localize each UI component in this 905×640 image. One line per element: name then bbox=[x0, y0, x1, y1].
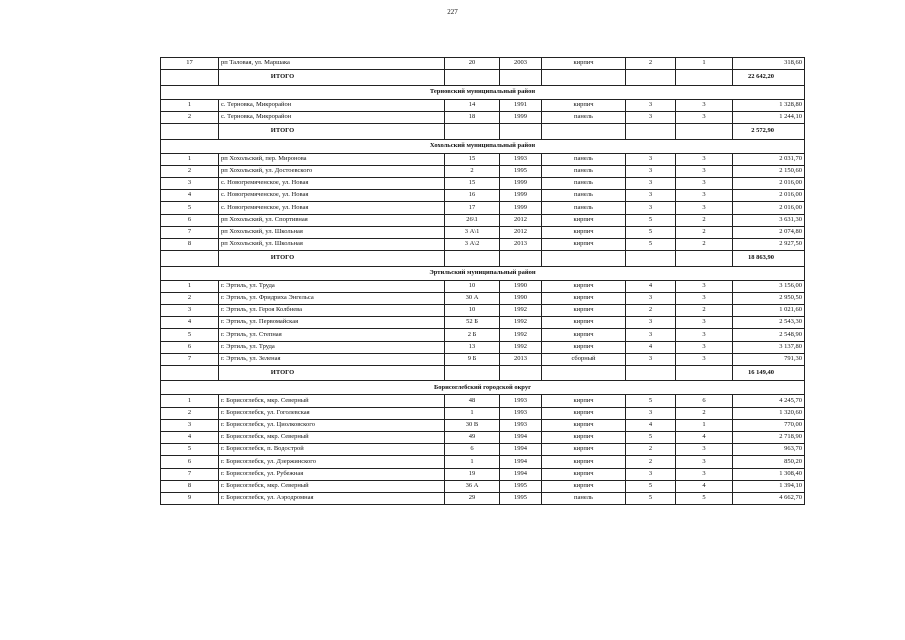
entrances-cell: 4 bbox=[676, 431, 733, 443]
total-row bbox=[161, 70, 805, 86]
row-number: 2 bbox=[161, 407, 219, 419]
year-cell: 1993 bbox=[500, 407, 542, 419]
address-cell: г. Эртиль, ул. Труда bbox=[219, 280, 445, 292]
wall-material-cell: кирпич bbox=[542, 280, 626, 292]
floors-cell: 5 bbox=[626, 238, 676, 250]
floors-cell: 5 bbox=[626, 431, 676, 443]
floors-cell: 3 bbox=[626, 292, 676, 304]
empty-cell bbox=[626, 124, 676, 140]
row-number: 7 bbox=[161, 226, 219, 238]
table-row bbox=[161, 419, 805, 431]
table-row bbox=[161, 190, 805, 202]
area-cell: 791,30 bbox=[733, 353, 805, 365]
entrances-cell: 3 bbox=[676, 329, 733, 341]
floors-cell: 5 bbox=[626, 480, 676, 492]
section-header bbox=[161, 266, 805, 280]
wall-material-cell: кирпич bbox=[542, 395, 626, 407]
address-cell: г. Эртиль, ул. Степная bbox=[219, 329, 445, 341]
table-row bbox=[161, 444, 805, 456]
table-row bbox=[161, 492, 805, 504]
year-cell: 1993 bbox=[500, 153, 542, 165]
table-row bbox=[161, 317, 805, 329]
address-cell: г. Борисоглебск, ул. Рубежная bbox=[219, 468, 445, 480]
total-value: 2 572,90 bbox=[733, 124, 805, 140]
table-row bbox=[161, 111, 805, 123]
entrances-cell: 3 bbox=[676, 153, 733, 165]
wall-material-cell: сборный bbox=[542, 353, 626, 365]
row-number: 5 bbox=[161, 202, 219, 214]
total-label: ИТОГО bbox=[219, 70, 445, 86]
row-number: 4 bbox=[161, 431, 219, 443]
year-cell: 2013 bbox=[500, 238, 542, 250]
table-row bbox=[161, 58, 805, 70]
area-cell: 3 137,80 bbox=[733, 341, 805, 353]
empty-cell bbox=[445, 70, 500, 86]
area-cell: 1 021,60 bbox=[733, 304, 805, 316]
wall-material-cell: панель bbox=[542, 202, 626, 214]
entrances-cell: 3 bbox=[676, 111, 733, 123]
address-cell: рп Таловая, ул. Маршака bbox=[219, 58, 445, 70]
total-value: 22 642,20 bbox=[733, 70, 805, 86]
entrances-cell: 3 bbox=[676, 317, 733, 329]
area-cell: 1 328,80 bbox=[733, 99, 805, 111]
floors-cell: 3 bbox=[626, 190, 676, 202]
empty-cell bbox=[542, 70, 626, 86]
year-cell: 1993 bbox=[500, 395, 542, 407]
entrances-cell: 2 bbox=[676, 226, 733, 238]
area-cell: 2 543,30 bbox=[733, 317, 805, 329]
row-number: 9 bbox=[161, 492, 219, 504]
row-number: 3 bbox=[161, 177, 219, 189]
table-row bbox=[161, 177, 805, 189]
entrances-cell: 3 bbox=[676, 165, 733, 177]
wall-material-cell: кирпич bbox=[542, 407, 626, 419]
floors-cell: 3 bbox=[626, 111, 676, 123]
table-row bbox=[161, 238, 805, 250]
entrances-cell: 3 bbox=[676, 280, 733, 292]
empty-cell bbox=[161, 365, 219, 381]
address-cell: г. Эртиль, ул. Зеленая bbox=[219, 353, 445, 365]
year-cell: 1994 bbox=[500, 431, 542, 443]
address-cell: г. Эртиль, ул. Героя Колбнева bbox=[219, 304, 445, 316]
address-cell: с. Новогремяченское, ул. Новая bbox=[219, 190, 445, 202]
year-cell: 2012 bbox=[500, 214, 542, 226]
house-number-cell: 19 bbox=[445, 468, 500, 480]
floors-cell: 2 bbox=[626, 444, 676, 456]
entrances-cell: 3 bbox=[676, 468, 733, 480]
row-number: 2 bbox=[161, 292, 219, 304]
table-row bbox=[161, 292, 805, 304]
year-cell: 2012 bbox=[500, 226, 542, 238]
floors-cell: 4 bbox=[626, 341, 676, 353]
address-cell: г. Борисоглебск, мкр. Северный bbox=[219, 480, 445, 492]
entrances-cell: 1 bbox=[676, 58, 733, 70]
wall-material-cell: кирпич bbox=[542, 58, 626, 70]
table-row bbox=[161, 431, 805, 443]
total-label: ИТОГО bbox=[219, 124, 445, 140]
wall-material-cell: кирпич bbox=[542, 419, 626, 431]
floors-cell: 5 bbox=[626, 226, 676, 238]
house-number-cell: 15 bbox=[445, 177, 500, 189]
row-number: 6 bbox=[161, 456, 219, 468]
floors-cell: 2 bbox=[626, 304, 676, 316]
house-number-cell: 10 bbox=[445, 304, 500, 316]
entrances-cell: 3 bbox=[676, 444, 733, 456]
row-number: 1 bbox=[161, 280, 219, 292]
empty-cell bbox=[542, 365, 626, 381]
row-number: 4 bbox=[161, 317, 219, 329]
year-cell: 1999 bbox=[500, 111, 542, 123]
house-number-cell: 49 bbox=[445, 431, 500, 443]
empty-cell bbox=[500, 70, 542, 86]
address-cell: г. Борисоглебск, ул. Дзержинского bbox=[219, 456, 445, 468]
empty-cell bbox=[676, 70, 733, 86]
housing-register-table bbox=[160, 57, 805, 505]
area-cell: 2 718,90 bbox=[733, 431, 805, 443]
floors-cell: 3 bbox=[626, 329, 676, 341]
address-cell: с. Новогремяченское, ул. Новая bbox=[219, 177, 445, 189]
area-cell: 2 950,50 bbox=[733, 292, 805, 304]
area-cell: 1 320,60 bbox=[733, 407, 805, 419]
year-cell: 1995 bbox=[500, 165, 542, 177]
address-cell: рп Хохольский, ул. Спортивная bbox=[219, 214, 445, 226]
total-row bbox=[161, 365, 805, 381]
year-cell: 1992 bbox=[500, 329, 542, 341]
empty-cell bbox=[161, 251, 219, 267]
year-cell: 1995 bbox=[500, 492, 542, 504]
house-number-cell: 3 А\2 bbox=[445, 238, 500, 250]
wall-material-cell: кирпич bbox=[542, 99, 626, 111]
empty-cell bbox=[445, 251, 500, 267]
year-cell: 1994 bbox=[500, 456, 542, 468]
wall-material-cell: панель bbox=[542, 190, 626, 202]
entrances-cell: 3 bbox=[676, 190, 733, 202]
row-number: 6 bbox=[161, 214, 219, 226]
row-number: 2 bbox=[161, 111, 219, 123]
empty-cell bbox=[161, 70, 219, 86]
wall-material-cell: кирпич bbox=[542, 238, 626, 250]
section-title: Хохольский муниципальный район bbox=[161, 139, 805, 153]
entrances-cell: 4 bbox=[676, 480, 733, 492]
house-number-cell: 2 bbox=[445, 165, 500, 177]
year-cell: 1995 bbox=[500, 480, 542, 492]
floors-cell: 3 bbox=[626, 177, 676, 189]
house-number-cell: 13 bbox=[445, 341, 500, 353]
section-title: Борисоглебский городской округ bbox=[161, 381, 805, 395]
area-cell: 3 631,30 bbox=[733, 214, 805, 226]
row-number: 1 bbox=[161, 153, 219, 165]
entrances-cell: 3 bbox=[676, 177, 733, 189]
row-number: 7 bbox=[161, 353, 219, 365]
year-cell: 1990 bbox=[500, 280, 542, 292]
year-cell: 1990 bbox=[500, 292, 542, 304]
house-number-cell: 16 bbox=[445, 190, 500, 202]
total-label: ИТОГО bbox=[219, 251, 445, 267]
area-cell: 2 016,00 bbox=[733, 202, 805, 214]
entrances-cell: 1 bbox=[676, 419, 733, 431]
entrances-cell: 2 bbox=[676, 238, 733, 250]
table-row bbox=[161, 353, 805, 365]
row-number: 8 bbox=[161, 480, 219, 492]
empty-cell bbox=[445, 124, 500, 140]
floors-cell: 2 bbox=[626, 456, 676, 468]
row-number: 6 bbox=[161, 341, 219, 353]
year-cell: 1999 bbox=[500, 177, 542, 189]
empty-cell bbox=[500, 124, 542, 140]
row-number: 17 bbox=[161, 58, 219, 70]
row-number: 1 bbox=[161, 99, 219, 111]
section-header bbox=[161, 139, 805, 153]
floors-cell: 4 bbox=[626, 280, 676, 292]
house-number-cell: 18 bbox=[445, 111, 500, 123]
entrances-cell: 2 bbox=[676, 304, 733, 316]
empty-cell bbox=[500, 251, 542, 267]
house-number-cell: 29 bbox=[445, 492, 500, 504]
empty-cell bbox=[161, 124, 219, 140]
empty-cell bbox=[542, 251, 626, 267]
entrances-cell: 3 bbox=[676, 292, 733, 304]
table-row bbox=[161, 153, 805, 165]
area-cell: 2 016,00 bbox=[733, 190, 805, 202]
empty-cell bbox=[500, 365, 542, 381]
section-header bbox=[161, 85, 805, 99]
floors-cell: 3 bbox=[626, 407, 676, 419]
empty-cell bbox=[676, 251, 733, 267]
table-row bbox=[161, 456, 805, 468]
address-cell: рп Хохольский, пер. Миронова bbox=[219, 153, 445, 165]
wall-material-cell: кирпич bbox=[542, 444, 626, 456]
entrances-cell: 3 bbox=[676, 353, 733, 365]
area-cell: 318,60 bbox=[733, 58, 805, 70]
table-row bbox=[161, 341, 805, 353]
area-cell: 4 662,70 bbox=[733, 492, 805, 504]
entrances-cell: 3 bbox=[676, 99, 733, 111]
empty-cell bbox=[542, 124, 626, 140]
year-cell: 1994 bbox=[500, 468, 542, 480]
table-row bbox=[161, 329, 805, 341]
area-cell: 1 394,10 bbox=[733, 480, 805, 492]
wall-material-cell: кирпич bbox=[542, 304, 626, 316]
house-number-cell: 17 bbox=[445, 202, 500, 214]
area-cell: 2 150,60 bbox=[733, 165, 805, 177]
entrances-cell: 3 bbox=[676, 456, 733, 468]
wall-material-cell: панель bbox=[542, 153, 626, 165]
address-cell: рп Хохольский, ул. Школьная bbox=[219, 238, 445, 250]
wall-material-cell: кирпич bbox=[542, 292, 626, 304]
address-cell: с. Терновка, Микрорайон bbox=[219, 111, 445, 123]
address-cell: с. Терновка, Микрорайон bbox=[219, 99, 445, 111]
house-number-cell: 48 bbox=[445, 395, 500, 407]
total-value: 16 149,40 bbox=[733, 365, 805, 381]
empty-cell bbox=[626, 365, 676, 381]
table-row bbox=[161, 202, 805, 214]
section-title: Терновский муниципальный район bbox=[161, 85, 805, 99]
address-cell: г. Борисоглебск, п. Водострой bbox=[219, 444, 445, 456]
address-cell: г. Борисоглебск, мкр. Северный bbox=[219, 395, 445, 407]
area-cell: 3 156,00 bbox=[733, 280, 805, 292]
wall-material-cell: кирпич bbox=[542, 214, 626, 226]
house-number-cell: 20 bbox=[445, 58, 500, 70]
total-label: ИТОГО bbox=[219, 365, 445, 381]
house-number-cell: 30 А bbox=[445, 292, 500, 304]
floors-cell: 3 bbox=[626, 99, 676, 111]
wall-material-cell: панель bbox=[542, 111, 626, 123]
wall-material-cell: панель bbox=[542, 177, 626, 189]
empty-cell bbox=[676, 124, 733, 140]
row-number: 2 bbox=[161, 165, 219, 177]
row-number: 7 bbox=[161, 468, 219, 480]
entrances-cell: 3 bbox=[676, 341, 733, 353]
total-row bbox=[161, 251, 805, 267]
house-number-cell: 6 bbox=[445, 444, 500, 456]
table-row bbox=[161, 468, 805, 480]
wall-material-cell: кирпич bbox=[542, 329, 626, 341]
address-cell: г. Борисоглебск, мкр. Северный bbox=[219, 431, 445, 443]
section-title: Эртильский муниципальный район bbox=[161, 266, 805, 280]
address-cell: г. Эртиль, ул. Труда bbox=[219, 341, 445, 353]
empty-cell bbox=[676, 365, 733, 381]
house-number-cell: 26\1 bbox=[445, 214, 500, 226]
table-row bbox=[161, 407, 805, 419]
area-cell: 770,00 bbox=[733, 419, 805, 431]
area-cell: 2 927,50 bbox=[733, 238, 805, 250]
address-cell: с. Новогремяченское, ул. Новая bbox=[219, 202, 445, 214]
house-number-cell: 1 bbox=[445, 456, 500, 468]
year-cell: 1992 bbox=[500, 341, 542, 353]
total-row bbox=[161, 124, 805, 140]
entrances-cell: 3 bbox=[676, 202, 733, 214]
floors-cell: 2 bbox=[626, 58, 676, 70]
row-number: 5 bbox=[161, 329, 219, 341]
house-number-cell: 3 А\1 bbox=[445, 226, 500, 238]
table-row bbox=[161, 280, 805, 292]
year-cell: 1999 bbox=[500, 190, 542, 202]
table-row bbox=[161, 214, 805, 226]
house-number-cell: 36 А bbox=[445, 480, 500, 492]
section-header bbox=[161, 381, 805, 395]
area-cell: 2 031,70 bbox=[733, 153, 805, 165]
house-number-cell: 52 Б bbox=[445, 317, 500, 329]
entrances-cell: 6 bbox=[676, 395, 733, 407]
empty-cell bbox=[626, 70, 676, 86]
year-cell: 1992 bbox=[500, 317, 542, 329]
wall-material-cell: панель bbox=[542, 165, 626, 177]
floors-cell: 5 bbox=[626, 492, 676, 504]
area-cell: 4 245,70 bbox=[733, 395, 805, 407]
floors-cell: 5 bbox=[626, 395, 676, 407]
year-cell: 1992 bbox=[500, 304, 542, 316]
table-row bbox=[161, 226, 805, 238]
address-cell: г. Эртиль, ул. Фридриха Энгельса bbox=[219, 292, 445, 304]
house-number-cell: 15 bbox=[445, 153, 500, 165]
table-row bbox=[161, 480, 805, 492]
wall-material-cell: кирпич bbox=[542, 431, 626, 443]
floors-cell: 3 bbox=[626, 202, 676, 214]
floors-cell: 3 bbox=[626, 468, 676, 480]
year-cell: 2013 bbox=[500, 353, 542, 365]
area-cell: 963,70 bbox=[733, 444, 805, 456]
wall-material-cell: кирпич bbox=[542, 480, 626, 492]
house-number-cell: 9 Б bbox=[445, 353, 500, 365]
row-number: 5 bbox=[161, 444, 219, 456]
wall-material-cell: кирпич bbox=[542, 468, 626, 480]
year-cell: 1999 bbox=[500, 202, 542, 214]
house-number-cell: 10 bbox=[445, 280, 500, 292]
year-cell: 1991 bbox=[500, 99, 542, 111]
entrances-cell: 5 bbox=[676, 492, 733, 504]
wall-material-cell: кирпич bbox=[542, 226, 626, 238]
wall-material-cell: кирпич bbox=[542, 317, 626, 329]
table-row bbox=[161, 165, 805, 177]
page-number: 227 bbox=[447, 8, 458, 16]
total-value: 18 863,90 bbox=[733, 251, 805, 267]
floors-cell: 3 bbox=[626, 317, 676, 329]
house-number-cell: 14 bbox=[445, 99, 500, 111]
row-number: 4 bbox=[161, 190, 219, 202]
floors-cell: 4 bbox=[626, 419, 676, 431]
wall-material-cell: кирпич bbox=[542, 456, 626, 468]
table-row bbox=[161, 99, 805, 111]
entrances-cell: 2 bbox=[676, 214, 733, 226]
area-cell: 2 548,90 bbox=[733, 329, 805, 341]
table-row bbox=[161, 395, 805, 407]
floors-cell: 3 bbox=[626, 165, 676, 177]
row-number: 1 bbox=[161, 395, 219, 407]
address-cell: г. Борисоглебск, ул. Гоголевская bbox=[219, 407, 445, 419]
area-cell: 1 308,40 bbox=[733, 468, 805, 480]
area-cell: 850,20 bbox=[733, 456, 805, 468]
row-number: 3 bbox=[161, 419, 219, 431]
entrances-cell: 2 bbox=[676, 407, 733, 419]
address-cell: г. Эртиль, ул. Первомайская bbox=[219, 317, 445, 329]
address-cell: рп Хохольский, ул. Достоевского bbox=[219, 165, 445, 177]
empty-cell bbox=[445, 365, 500, 381]
empty-cell bbox=[626, 251, 676, 267]
address-cell: г. Борисоглебск, ул. Циолковского bbox=[219, 419, 445, 431]
year-cell: 2003 bbox=[500, 58, 542, 70]
area-cell: 2 016,00 bbox=[733, 177, 805, 189]
floors-cell: 5 bbox=[626, 214, 676, 226]
wall-material-cell: кирпич bbox=[542, 341, 626, 353]
house-number-cell: 2 Б bbox=[445, 329, 500, 341]
area-cell: 2 074,80 bbox=[733, 226, 805, 238]
house-number-cell: 30 В bbox=[445, 419, 500, 431]
row-number: 3 bbox=[161, 304, 219, 316]
address-cell: г. Борисоглебск, ул. Аэродромная bbox=[219, 492, 445, 504]
address-cell: рп Хохольский, ул. Школьная bbox=[219, 226, 445, 238]
floors-cell: 3 bbox=[626, 353, 676, 365]
table-row bbox=[161, 304, 805, 316]
floors-cell: 3 bbox=[626, 153, 676, 165]
year-cell: 1993 bbox=[500, 419, 542, 431]
row-number: 8 bbox=[161, 238, 219, 250]
house-number-cell: 1 bbox=[445, 407, 500, 419]
year-cell: 1994 bbox=[500, 444, 542, 456]
area-cell: 1 244,10 bbox=[733, 111, 805, 123]
wall-material-cell: панель bbox=[542, 492, 626, 504]
